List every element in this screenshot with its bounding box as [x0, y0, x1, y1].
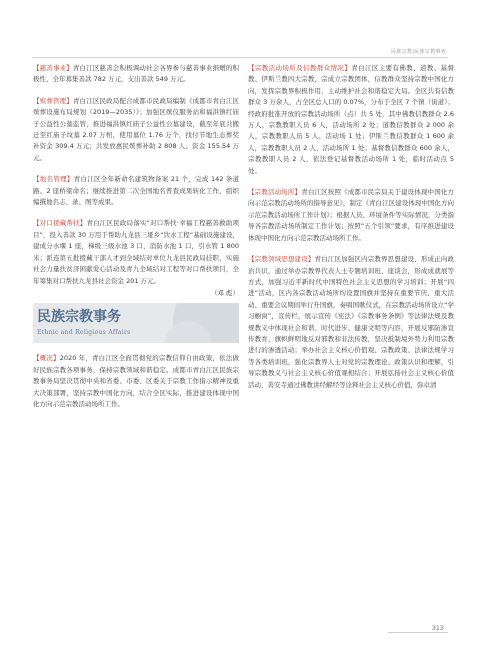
paragraph-funeral [33, 96, 239, 164]
author-signature: （邓 彪） [210, 288, 239, 297]
banner-subtitle: Ethnic and Religious Affairs [37, 329, 131, 337]
paragraph-place-names [33, 174, 239, 208]
paragraph-text: 青白江区慈善会积极调动社会各界参与慈善事业捐赠的积极性，全年募集善款 782 万元，支出善款 549 万元。 [33, 64, 240, 84]
section-tag: 【宗教活动场所】 [248, 188, 302, 197]
paragraph-text: 青白江区全年新命名建筑物备案 21 个，完成 142 条道路、2 座桥梁命名；继续推进第二次全国地名普查成果转化工作，组织编撰地名志、录、图等成果。 [33, 175, 239, 207]
section-tag: 【概况】 [33, 354, 60, 363]
footer-divider [388, 632, 448, 633]
section-tag: 【殡葬管理】 [33, 96, 73, 105]
paragraph-ideology [248, 254, 454, 391]
section-tag: 【对口援藏帮扶】 [33, 219, 87, 228]
paragraph-overview [33, 353, 239, 410]
running-head: 民族宗教|民族宗教事务 [391, 49, 446, 55]
paragraph-religious-sites-overview [248, 63, 454, 177]
left-column [33, 63, 239, 420]
paragraph-tibet-aid [33, 218, 239, 286]
section-tag: 【地名管理】 [33, 175, 74, 184]
paragraph-charity [33, 63, 239, 86]
paragraph-text: 青白江区按照《成都市民宗局关于建设体现中国化方向示范宗教活动场所的指导意见》，制定《青白江区建设体现中国化方向示范宗教活动场所工作计划》；根据人员、环境条件等实际情况，分类指导各宗教活动场所制定工作计划；按照“五个引领”要求，有序推进建设体现中国化方向示范宗教活动场所工作。 [248, 188, 455, 242]
paragraph-text: 青白江区民政局配合成都市民政局编制《成都市青白江区殡葬设施布局规划（2019—2035）》；加强区殡仪服务站和福洪镇红庙子公益性公墓监管，推进福洪镇红庙子公益性公墓建设，截至年底共搬迁至红庙子坟墓 2.07 万棺，使用墓位 1.76 万个，找付节地生态葬奖补资金 309.4 万元；共发放惠民殡葬补助 2 808 人、资金 155.54 万元。 [33, 96, 240, 162]
paragraph-text: 青白江区加强区内宗教界思想建设，形成正向政治共识，通过举办宗教界代表人士专题培训班、座谈会，形成成就展等方式，加强习近平新时代中国特色社会主义思想的学习培训；开展“四进”活动，区内各宗教活动场所均设置国旗并坚持在重要节庆、重大活动、重要会议期间举行升国旗，奏唱国歌仪式，在宗教活动场所设立“学习橱窗”，宣传栏，展示宣传《宪法》《宗教事务条例》等法律法规及教规教义中体现社会和谐、时代进步、健康文明等内容，开展反邪防渗宣传教育，旗帜鲜明地反对邪教和非法传教，坚决抵制境外势力利用宗教进行的渗透活动；举办社会主义核心价值观、宗教政策、法律法规学习等各类培训班，强化宗教界人士对党的宗教理论、政策认识和理解，引导宗教教义与社会主义核心价值观相结合；开展弘扬社会主义核心价值活动，善安寺通过佛教讲经解经等诠释社会主义核心价值，弥卓清 [248, 255, 455, 389]
banner-title: 民族宗教事务 [37, 309, 121, 326]
section-tag: 【宗教领域思想建设】 [248, 255, 315, 264]
header-divider [32, 57, 448, 58]
section-tag: 【宗教活动场所及信教群众情况】 [248, 64, 352, 72]
page-number: 313 [431, 624, 444, 632]
paragraph-text: 青白江区民政局落实“对口帮扶·幸福工程慈善救助项目”，投入善款 30 万用于帮助九龙县三垭乡“饮水工程”基础设施建设，建成分水堰 1 座，梯级三级水池 3 口，消防水池 1 口，引水管 1 800 米；派连第五批援藏干部人才到全域结对单位九龙县民政局挂职，实施社会力量扶贫济困献爱心活动及青九全域结对工程等对口帮扶项目，全年筹集对口帮扶九龙县社会资金 201 万元。 [33, 219, 239, 285]
section-tag: 【慈善事业】 [33, 64, 73, 72]
paragraph-religious-sites [248, 187, 454, 244]
paragraph-text: 2020 年，青白江区全面贯彻党的宗教信仰自由政策，依法做好民族宗教各项事务，保持宗教领域和谐稳定。成都市青白江区民族宗教事务局坚决贯彻中央和省委、市委、区委关于宗教工作指示精神及重大决策部署，坚持宗教中国化方向，结合全区实际，推进建设体现中国化方向示范宗教活动场所工作。 [33, 354, 240, 408]
paragraph-text: 青白江区主要有佛教、道教、基督教、伊斯兰教四大宗教，宗成立宗教团体，信教群众坚持宗教中国化方向，发挥宗教界积极作用，主动维护社会和谐稳定大局。全区共有信教群众 3 万余人，占全区总人口的 0.07%，分布于全区 7 个镇（街道）；经政府批准开放的宗教活动场所（点）共 5 处，其中佛教信教群众 2.6 万人，宗教教职人员 6 人，活动场所 2 处；道教信教群众 2 000 余人，宗教教职人员 5 人，活动场 1 处；伊斯兰教信教群众 1 600 余人，宗教教职人员 2 人，活动场所 1 处；基督教信教群众 600 余人，宗教教职人员 2 人，依法登记基督教活动场所 1 处，临时活动点 5 处。 [248, 64, 455, 175]
section-banner [33, 303, 239, 343]
right-column [248, 63, 454, 401]
